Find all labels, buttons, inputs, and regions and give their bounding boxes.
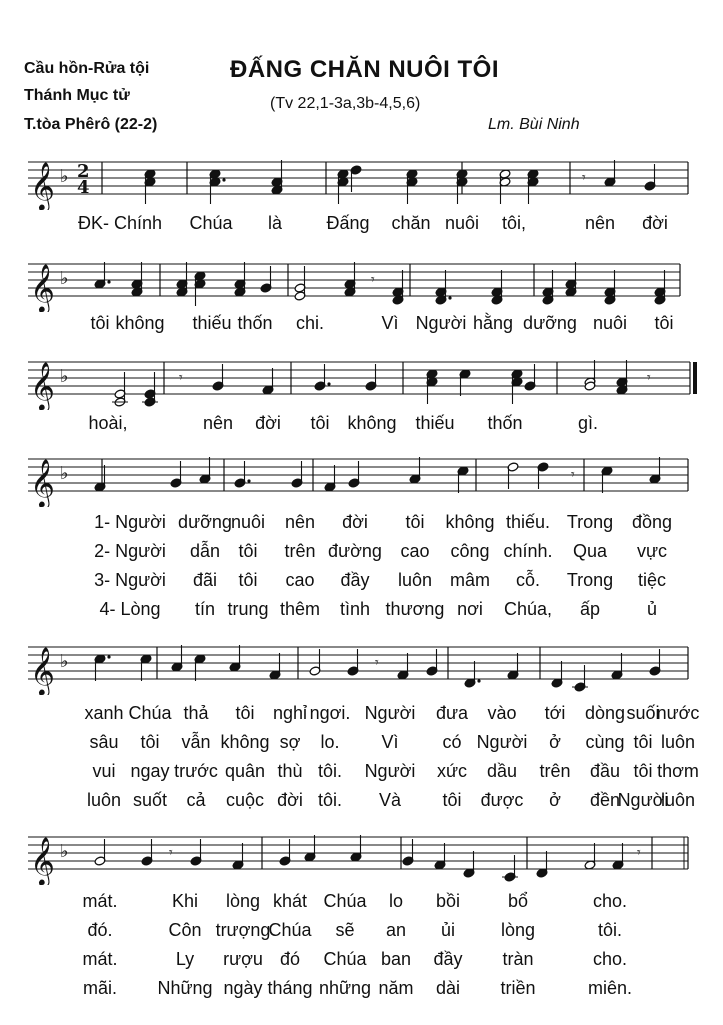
lyric-syllable: triền (500, 978, 536, 998)
lyric-syllable: Vì (381, 313, 399, 333)
lyric-syllable: tôi (654, 313, 674, 333)
flat-key-signature-icon: ♭ (60, 166, 69, 187)
lyric-syllable: tôi (405, 512, 425, 532)
treble-clef-icon: 𝄞 (30, 161, 55, 210)
lyric-syllable: dài (435, 978, 461, 998)
lyric-syllable: cao (285, 570, 315, 590)
staff-system-6 (0, 825, 723, 885)
eighth-rest-icon: 𝄾 (582, 170, 586, 186)
lyric-syllable: luôn (397, 570, 433, 590)
lyric-syllable: lo (388, 891, 404, 911)
staff-system-4 (0, 447, 723, 507)
lyric-syllable: miên. (587, 978, 633, 998)
composer: Lm. Bùi Ninh (488, 116, 580, 133)
flat-key-signature-icon: ♭ (60, 841, 69, 862)
lyric-syllable: sợ (279, 732, 301, 752)
lyric-syllable: xức (436, 761, 468, 781)
lyric-syllable: năm (378, 978, 414, 998)
staff-svg (0, 150, 723, 210)
lyric-syllable: Chúa (189, 213, 233, 233)
header-occasion-2: Thánh Mục tử (24, 87, 130, 104)
lyric-syllable: Và (378, 790, 402, 810)
lyric-syllable: lòng (225, 891, 261, 911)
lyric-syllable: 4- Lòng (99, 599, 161, 619)
lyric-syllable: bổ (507, 891, 529, 911)
lyric-syllable: đó. (87, 920, 113, 940)
lyric-syllable: Chúa (268, 920, 312, 940)
lyric-syllable: đưa (435, 703, 469, 723)
lyric-syllable: tôi (633, 761, 653, 781)
lyric-syllable: nên (202, 413, 234, 433)
lyric-syllable: đầy (433, 949, 463, 969)
lyric-syllable: thơm (657, 761, 699, 781)
lyric-syllable: Chúa (323, 949, 367, 969)
lyric-syllable: ngày (223, 978, 263, 998)
lyric-syllable: tôi (90, 313, 110, 333)
lyric-syllable: cuộc (225, 790, 265, 810)
lyric-syllable: rượu (223, 949, 263, 969)
dot (107, 655, 110, 658)
lyric-syllable: mãi. (82, 978, 118, 998)
header-occasion-1: Cầu hồn-Rửa tội (24, 60, 150, 77)
lyric-syllable: cả (186, 790, 206, 810)
lyric-syllable: thù (277, 761, 303, 781)
lyric-syllable: nghỉ (272, 703, 308, 723)
lyric-syllable: tín (194, 599, 216, 619)
lyric-syllable: là (267, 213, 283, 233)
lyric-syllable: ngơi. (309, 703, 351, 723)
lyric-syllable: tôi (633, 732, 653, 752)
lyric-syllable: Qua (572, 541, 608, 561)
lyric-syllable: đó (279, 949, 301, 969)
lyric-syllable: ủ (646, 599, 658, 619)
lyric-syllable: đãi (192, 570, 218, 590)
lyric-syllable: trên (539, 761, 571, 781)
lyric-syllable: dưỡng (178, 512, 232, 532)
eighth-rest-icon: 𝄾 (179, 370, 183, 386)
lyric-syllable: ở (549, 732, 561, 752)
lyric-line-verse-b-4 (0, 790, 723, 820)
lyric-syllable: tôi (235, 703, 255, 723)
lyric-syllable: tôi (238, 570, 258, 590)
flat-key-signature-icon: ♭ (60, 268, 69, 289)
lyric-syllable: 2- Người (94, 541, 166, 561)
lyric-syllable: hằng (472, 313, 514, 333)
lyric-syllable: quân (224, 761, 266, 781)
lyric-syllable: Người (476, 732, 528, 752)
lyric-syllable: tôi (310, 413, 330, 433)
lyric-syllable: ủi (440, 920, 456, 940)
lyric-syllable: vẫn (181, 732, 211, 752)
lyric-syllable: vào (487, 703, 517, 723)
lyric-syllable: xanh (84, 703, 124, 723)
lyric-syllable: thốn (237, 313, 273, 333)
lyric-syllable: Vì (381, 732, 399, 752)
lyric-line-verse-c-4 (0, 978, 723, 1008)
lyric-syllable: có (442, 732, 462, 752)
lyric-syllable: Người (617, 790, 669, 810)
song-title: ĐẤNG CHĂN NUÔI TÔI (230, 56, 499, 83)
lyric-line-verse-c-1 (0, 891, 723, 921)
lyric-syllable: nuôi (444, 213, 480, 233)
lyric-syllable: Côn (168, 920, 202, 940)
lyric-syllable: dưỡng (523, 313, 577, 333)
lyric-syllable: 1- Người (94, 512, 166, 532)
lyric-syllable: tràn (502, 949, 534, 969)
lyric-syllable: cỗ. (515, 570, 541, 590)
eighth-rest-icon: 𝄾 (371, 272, 375, 288)
lyric-syllable: cho. (592, 949, 628, 969)
lyric-syllable: thiếu. (505, 512, 551, 532)
lyric-syllable: đường (328, 541, 382, 561)
lyric-syllable: chi. (295, 313, 325, 333)
lyric-line-refrain-3 (0, 413, 723, 443)
lyric-syllable: mát. (82, 949, 118, 969)
lyric-syllable: đời (255, 413, 281, 433)
lyric-syllable: tôi (140, 732, 160, 752)
lyric-syllable: tháng (267, 978, 313, 998)
lyric-syllable: Người (415, 313, 467, 333)
dot (477, 679, 480, 682)
lyric-syllable: tôi. (317, 790, 343, 810)
lyric-syllable: thiếu (415, 413, 455, 433)
lyric-syllable: sâu (89, 732, 119, 752)
lyric-syllable: chính. (503, 541, 553, 561)
staff-svg (0, 252, 723, 312)
lyric-syllable: thả (183, 703, 209, 723)
flat-key-signature-icon: ♭ (60, 366, 69, 387)
lyric-syllable: luôn (660, 732, 696, 752)
lyric-syllable: Chúa (323, 891, 367, 911)
lyric-line-verse-b-3 (0, 761, 723, 791)
lyric-syllable: nên (284, 512, 316, 532)
lyric-syllable: ấp (579, 599, 601, 619)
lyric-syllable: hoài, (88, 413, 128, 433)
lyric-syllable: thương (385, 599, 445, 619)
dot (247, 479, 250, 482)
lyric-syllable: ban (380, 949, 412, 969)
lyric-syllable: không (445, 512, 495, 532)
lyric-syllable: mát. (82, 891, 118, 911)
lyric-syllable: cao (400, 541, 430, 561)
eighth-rest-icon: 𝄾 (375, 655, 379, 671)
eighth-rest-icon: 𝄾 (169, 845, 173, 861)
lyric-syllable: tôi (238, 541, 258, 561)
lyric-line-verse-a-3 (0, 570, 723, 600)
lyric-syllable: Chúa, (503, 599, 553, 619)
time-signature-bottom: 4 (77, 177, 90, 198)
lyric-line-verse-b-2 (0, 732, 723, 762)
treble-clef-icon: 𝄞 (30, 458, 55, 507)
lyric-syllable: lòng (500, 920, 536, 940)
lyric-syllable: trên (284, 541, 316, 561)
dot (327, 382, 330, 385)
lyric-syllable: trung (227, 599, 269, 619)
lyric-line-verse-b-1 (0, 703, 723, 733)
lyric-syllable: gì. (577, 413, 599, 433)
lyric-syllable: tình (339, 599, 371, 619)
lyric-syllable: những (318, 978, 372, 998)
lyric-syllable: Đấng (326, 213, 370, 233)
staff-svg (0, 350, 723, 410)
time-signature-top: 2 (77, 161, 90, 182)
treble-clef-icon: 𝄞 (30, 646, 55, 695)
lyric-line-verse-c-3 (0, 949, 723, 979)
lyric-syllable: nơi (457, 599, 483, 619)
lyric-syllable: tiệc (637, 570, 667, 590)
lyric-syllable: không (220, 732, 270, 752)
eighth-rest-icon: 𝄾 (637, 845, 641, 861)
lyric-line-refrain-1 (0, 213, 723, 243)
dot (107, 280, 110, 283)
lyric-syllable: suối (626, 703, 660, 723)
lyric-syllable: tôi (442, 790, 462, 810)
lyric-syllable: 3- Người (94, 570, 166, 590)
lyric-syllable: nuôi (230, 512, 266, 532)
eighth-rest-icon: 𝄾 (647, 370, 651, 386)
lyric-syllable: khát (272, 891, 308, 911)
lyric-line-verse-a-1 (0, 512, 723, 542)
staff-system-5 (0, 635, 723, 695)
lyric-syllable: Người (364, 761, 416, 781)
treble-clef-icon: 𝄞 (30, 361, 55, 410)
lyric-syllable: tôi, (501, 213, 527, 233)
staff-system-1 (0, 150, 723, 210)
treble-clef-icon: 𝄞 (30, 836, 55, 885)
staff-svg (0, 825, 723, 885)
lyric-syllable: an (385, 920, 407, 940)
lyric-syllable: luôn (660, 790, 696, 810)
dot (222, 178, 225, 181)
lyric-line-verse-a-4 (0, 599, 723, 629)
lyric-syllable: đền (589, 790, 621, 810)
lyric-syllable: tôi. (597, 920, 623, 940)
lyric-syllable: Những (157, 978, 213, 998)
treble-clef-icon: 𝄞 (30, 263, 55, 312)
lyric-syllable: tôi. (317, 761, 343, 781)
header-occasion-3: T.tòa Phêrô (22-2) (24, 116, 158, 133)
lyric-line-verse-a-2 (0, 541, 723, 571)
lyric-syllable: sẽ (335, 920, 355, 940)
lyric-syllable: đời (342, 512, 368, 532)
lyric-syllable: đồng (631, 512, 673, 532)
lyric-syllable: Khi (171, 891, 199, 911)
lyric-syllable: Trong (566, 512, 614, 532)
lyric-syllable: chăn (391, 213, 431, 233)
lyric-syllable: vực (636, 541, 668, 561)
lyric-syllable: dầu (486, 761, 518, 781)
lyric-syllable: Chúa (128, 703, 172, 723)
lyric-syllable: trước (174, 761, 218, 781)
lyric-syllable: Người (364, 703, 416, 723)
lyric-syllable: ĐK- Chính (77, 213, 163, 233)
lyric-syllable: luôn (86, 790, 122, 810)
staff-system-3 (0, 350, 723, 410)
lyric-syllable: thiếu (192, 313, 232, 333)
lyric-syllable: nên (584, 213, 616, 233)
lyric-syllable: ở (549, 790, 561, 810)
lyric-syllable: đời (277, 790, 303, 810)
lyric-syllable: ngay (130, 761, 170, 781)
staff-svg (0, 635, 723, 695)
lyric-syllable: cùng (585, 732, 625, 752)
lyric-syllable: nuôi (592, 313, 628, 333)
lyric-syllable: mâm (450, 570, 490, 590)
lyric-syllable: dẫn (189, 541, 221, 561)
lyric-syllable: suốt (132, 790, 168, 810)
lyric-syllable: cho. (592, 891, 628, 911)
dot (448, 296, 451, 299)
lyric-syllable: tới (544, 703, 566, 723)
final-barline (693, 362, 697, 394)
lyric-syllable: không (347, 413, 397, 433)
lyric-syllable: nước (656, 703, 700, 723)
lyric-syllable: dòng (584, 703, 626, 723)
lyric-syllable: đời (642, 213, 668, 233)
lyric-line-verse-c-2 (0, 920, 723, 950)
lyric-syllable: thêm (279, 599, 321, 619)
lyric-syllable: không (115, 313, 165, 333)
lyric-syllable: được (480, 790, 524, 810)
lyric-syllable: Ly (175, 949, 195, 969)
lyric-syllable: Trong (566, 570, 614, 590)
lyric-syllable: lo. (320, 732, 340, 752)
eighth-rest-icon: 𝄾 (571, 467, 575, 483)
lyric-syllable: thốn (487, 413, 523, 433)
flat-key-signature-icon: ♭ (60, 463, 69, 484)
lyric-syllable: vui (92, 761, 116, 781)
lyric-syllable: công (450, 541, 490, 561)
lyric-syllable: đầu (589, 761, 621, 781)
psalm-reference: (Tv 22,1-3a,3b-4,5,6) (270, 95, 421, 112)
staff-system-2 (0, 252, 723, 312)
lyric-syllable: đầy (340, 570, 370, 590)
lyric-line-refrain-2 (0, 313, 723, 343)
flat-key-signature-icon: ♭ (60, 651, 69, 672)
lyric-syllable: trượng (215, 920, 271, 940)
lyric-syllable: bồi (435, 891, 461, 911)
staff-svg (0, 447, 723, 507)
